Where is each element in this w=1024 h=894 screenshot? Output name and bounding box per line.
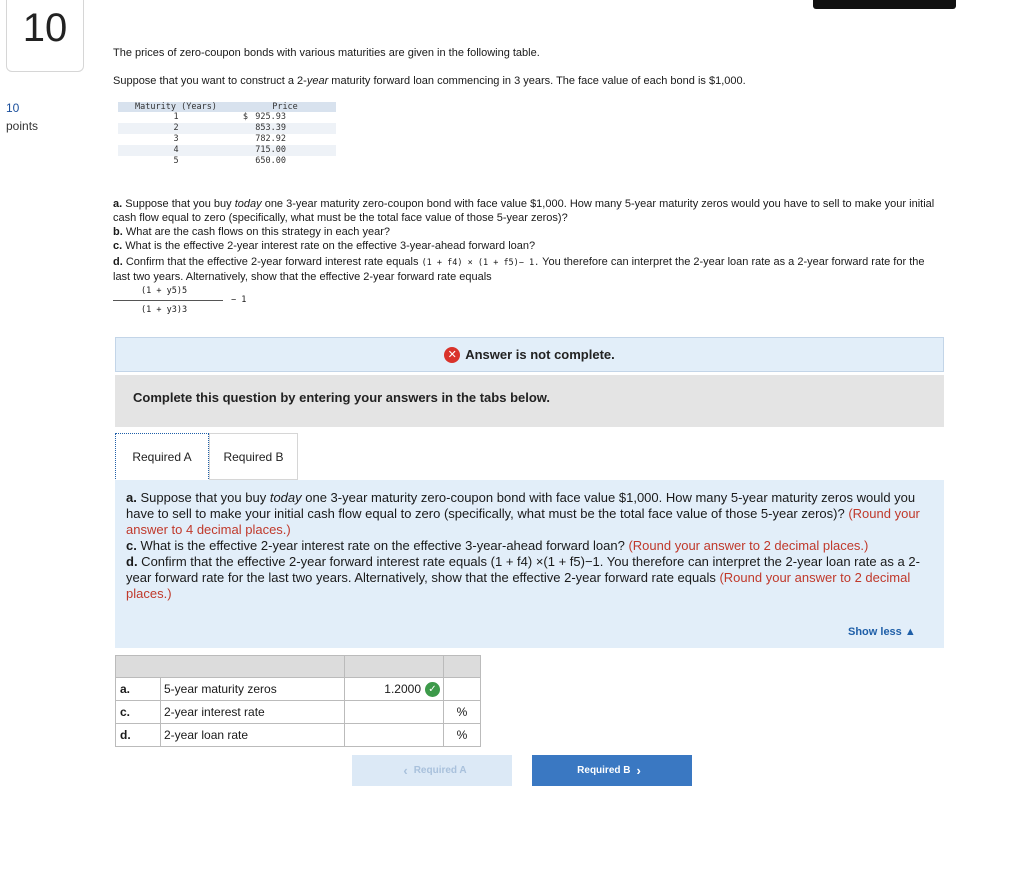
price-row: 5 650.00 [173, 156, 286, 166]
price-table-header [118, 102, 336, 112]
answer-input-interest-rate[interactable] [345, 701, 444, 724]
formula-numerator: (1 + y5)5 [141, 286, 188, 296]
answer-row: a. 5-year maturity zeros 1.2000 ✓ [116, 678, 481, 701]
part-d-text: d. Confirm that the effective 2-year forward interest rate equals (1 + f4) × (1 + f5)− 1. You therefore can interpret the 2-year loan rate as a 2-year forward rate for the last two years. Alternatively, show that the effective 2-year forward rate equals [113, 256, 925, 283]
instruction-text: Complete this question by entering your answers in the tabs below. [133, 390, 551, 405]
intro-line-2: Suppose that you want to construct a 2-year maturity forward loan commencing in 3 years. The face value of each bond is $1,000. [113, 75, 746, 87]
panel-part-a: a. Suppose that you buy today one 3-year maturity zero-coupon bond with face value $1,000. How many 5-year maturity zeros would you have to sell to make your initial cash flow equal to zero (specifically, what must be the total face value of those 5-year zeros)? (Round your answer to 4 decimal places.) [126, 490, 920, 537]
points-label: points [6, 119, 39, 133]
panel-question-text [126, 490, 931, 602]
answer-row: c. 2-year interest rate % [116, 701, 481, 724]
correct-check-icon: ✓ [425, 682, 440, 697]
fraction-bar [113, 300, 223, 301]
answer-input-zeros[interactable]: 1.2000 ✓ [345, 678, 444, 701]
chevron-right-icon: › [636, 763, 641, 778]
error-x-icon: ✕ [444, 347, 460, 363]
part-a-text: a. Suppose that you buy today one 3-year maturity zero-coupon bond with face value $1,000. How many 5-year maturity zeros would you have to sell to make your initial cash flow equal to zero (specifically, what must be the total face value of those 5-year zeros)? [113, 198, 935, 224]
answer-table [115, 655, 481, 747]
part-c-text: c. What is the effective 2-year interest rate on the effective 3-year-ahead forward loan? [113, 240, 536, 252]
forward-rate-formula [113, 286, 263, 320]
instruction-bar [115, 375, 944, 427]
price-table [118, 102, 336, 167]
tab-required-a[interactable]: Required A [115, 433, 209, 481]
price-row: 4 715.00 [118, 145, 336, 156]
chevron-left-icon: ‹ [403, 763, 408, 778]
answer-table-header [116, 656, 481, 678]
question-panel [115, 480, 944, 648]
prev-required-a-button[interactable]: ‹ Required A [352, 755, 512, 786]
show-less-link[interactable]: Show less ▲ [848, 626, 916, 638]
formula-denominator: (1 + y3)3 [141, 305, 188, 315]
points-value: 10 [6, 101, 20, 115]
question-number: 10 [22, 6, 68, 50]
price-row: 3 782.92 [173, 134, 286, 144]
answer-status-banner [115, 337, 944, 372]
formula-minus-one: − 1 [231, 295, 247, 305]
answer-input-loan-rate[interactable] [345, 724, 444, 747]
next-required-b-button[interactable]: Required B › [532, 755, 692, 786]
panel-part-d: d. Confirm that the effective 2-year forward interest rate equals (1 + f4) ×(1 + f5)−1. You therefore can interpret the 2-year loan rate as a 2-year forward rate for the last two years. Alternatively, show that the effective 2-year forward rate equals (Round your answer to 2 decimal places.) [126, 554, 920, 601]
answer-row: d. 2-year loan rate % [116, 724, 481, 747]
tab-required-b[interactable]: Required B [209, 433, 298, 480]
maturity-header: Maturity (Years) [135, 102, 217, 112]
answer-status-text: Answer is not complete. [465, 347, 615, 362]
price-row: 2 853.39 [118, 123, 336, 134]
price-row: 1 $ 925.93 [173, 112, 286, 122]
part-b-text: b. What are the cash flows on this strategy in each year? [113, 226, 390, 238]
panel-part-c: c. What is the effective 2-year interest rate on the effective 3-year-ahead forward loan? (Round your answer to 2 decimal places.) [126, 538, 869, 553]
top-toolbar-button[interactable] [813, 0, 956, 9]
price-header: Price [272, 102, 298, 112]
intro-line-1: The prices of zero-coupon bonds with various maturities are given in the following table. [113, 47, 540, 59]
